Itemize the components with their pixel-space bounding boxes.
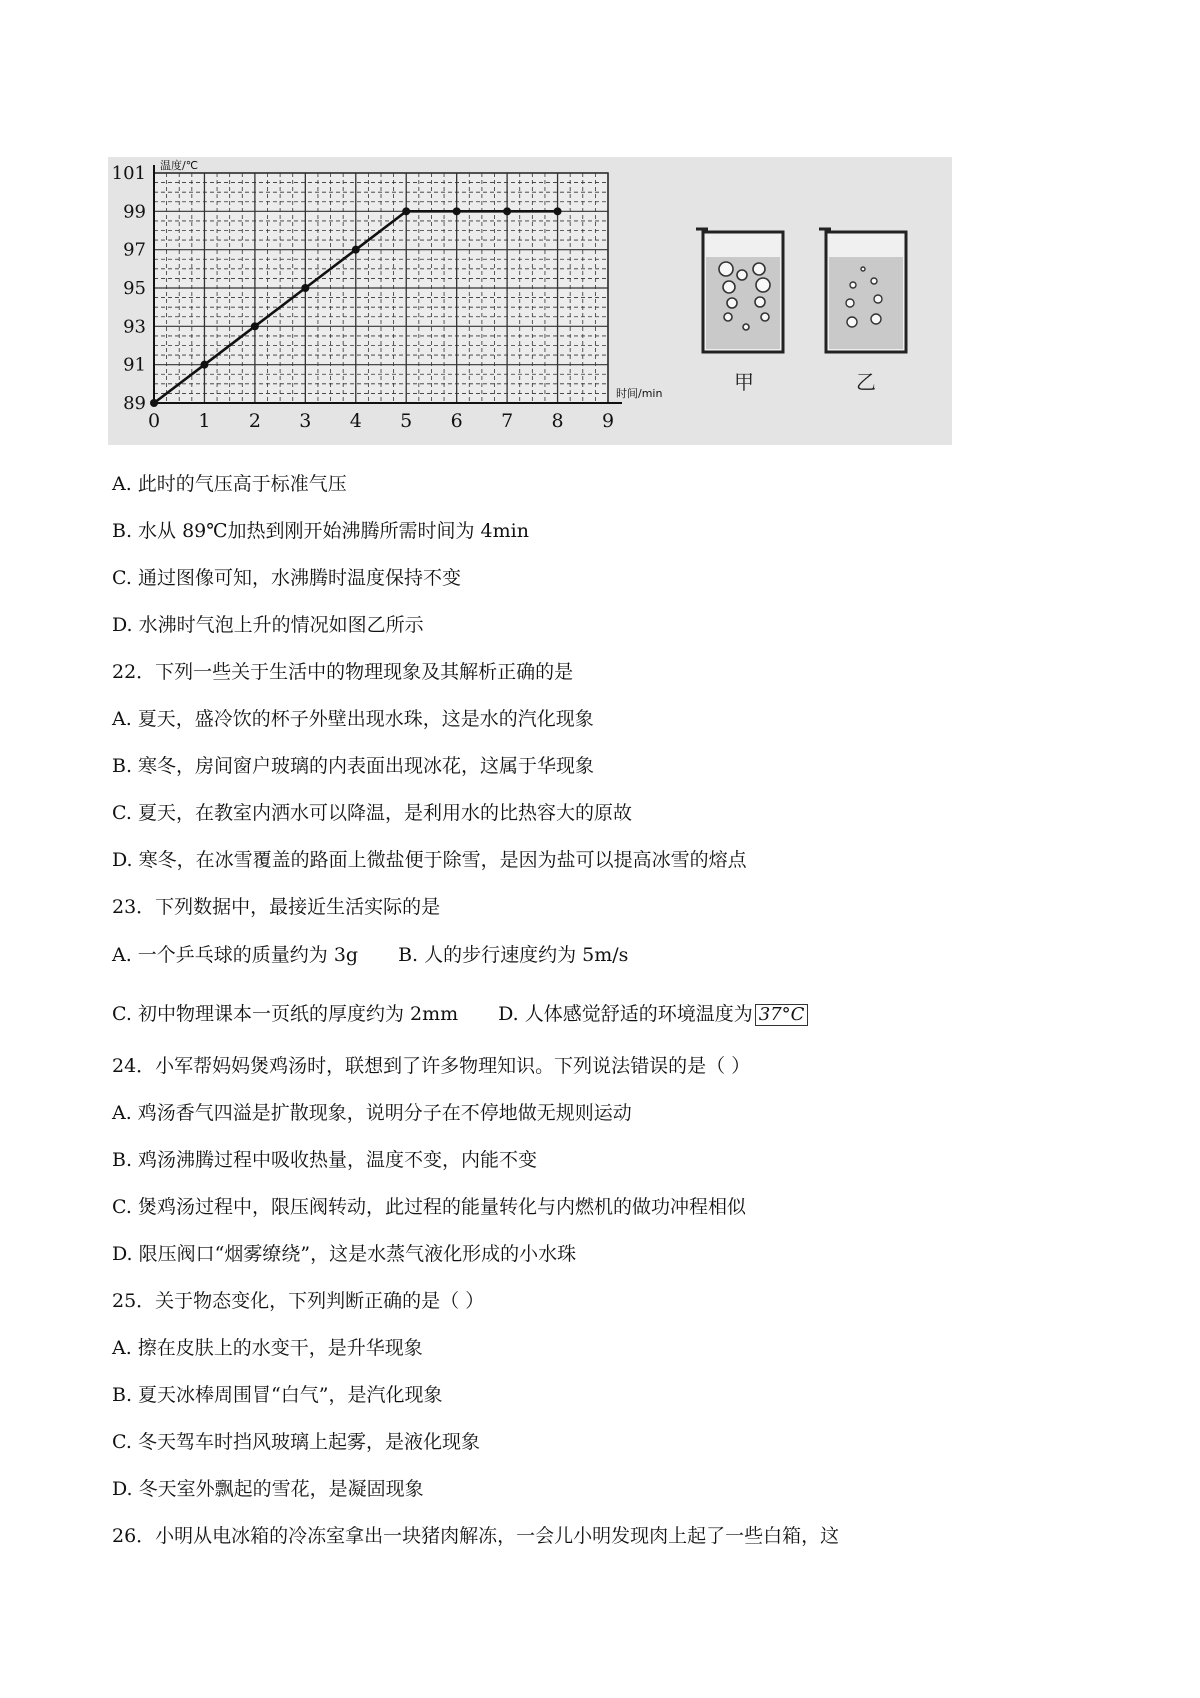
x-tick-label: 8 — [551, 410, 564, 432]
temperature-time-chart — [112, 158, 663, 432]
q22-stem: 22．下列一些关于生活中的物理现象及其解析正确的是 — [112, 661, 574, 683]
x-tick-label: 4 — [349, 410, 362, 432]
beaker-jia-label: 甲 — [734, 370, 754, 394]
q26-stem: 26．小明从电冰箱的冷冻室拿出一块猪肉解冻，一会儿小明发现肉上起了一些白箱，这 — [112, 1525, 840, 1547]
data-point — [251, 322, 259, 330]
q21-option-c: C. 通过图像可知，水沸腾时温度保持不变 — [112, 567, 461, 589]
y-tick-label: 97 — [123, 239, 146, 261]
q24-stem: 24．小军帮妈妈煲鸡汤时，联想到了许多物理知识。下列说法错误的是（ ） — [112, 1055, 751, 1077]
data-point — [402, 207, 410, 215]
q21-option-b: B. 水从 89℃加热到刚开始沸腾所需时间为 4min — [112, 520, 529, 542]
x-tick-label: 2 — [248, 410, 261, 432]
q24-option-b: B. 鸡汤沸腾过程中吸收热量，温度不变，内能不变 — [112, 1149, 538, 1171]
q21-option-a: A. 此时的气压高于标准气压 — [112, 473, 347, 495]
data-point — [301, 284, 309, 292]
q25-option-a: A. 擦在皮肤上的水变干，是升华现象 — [112, 1337, 423, 1359]
x-axis-label: 时间/min — [616, 387, 663, 400]
beaker-yi-water — [829, 257, 903, 349]
q25-option-c: C. 冬天驾车时挡风玻璃上起雾，是液化现象 — [112, 1431, 480, 1453]
q25-stem: 25．关于物态变化，下列判断正确的是（ ） — [112, 1290, 485, 1312]
y-tick-label: 95 — [123, 278, 146, 299]
q24-option-d: D. 限压阀口“烟雾缭绕”，这是水蒸气液化形成的小水珠 — [112, 1243, 577, 1265]
data-point — [503, 207, 511, 215]
y-axis-label: 温度/℃ — [160, 159, 199, 172]
q24-option-c: C. 煲鸡汤过程中，限压阀转动，此过程的能量转化与内燃机的做功冲程相似 — [112, 1196, 746, 1218]
q22-option-d: D. 寒冬，在冰雪覆盖的路面上微盐便于除雪，是因为盐可以提高冰雪的熔点 — [112, 849, 747, 871]
x-tick-label: 0 — [147, 410, 161, 432]
q24-option-a: A. 鸡汤香气四溢是扩散现象，说明分子在不停地做无规则运动 — [112, 1102, 632, 1124]
y-tick-label: 91 — [123, 354, 146, 376]
x-tick-label: 6 — [450, 410, 463, 432]
q23-options-cd — [112, 1002, 808, 1026]
q23-options-ab — [112, 943, 628, 967]
data-point — [554, 207, 562, 215]
figure-svg — [108, 157, 952, 445]
q23-option-c: C. 初中物理课本一页纸的厚度约为 2mm — [112, 1003, 459, 1025]
y-tick-label: 93 — [123, 316, 146, 338]
q21-option-d: D. 水沸时气泡上升的情况如图乙所示 — [112, 614, 424, 636]
y-tick-label: 101 — [111, 163, 146, 184]
q23-option-a: A. 一个乒乓球的质量约为 3g — [112, 944, 359, 966]
q25-option-b: B. 夏天冰棒周围冒“白气”，是汽化现象 — [112, 1384, 443, 1406]
x-tick-label: 9 — [601, 410, 615, 432]
q22-option-b: B. 寒冬，房间窗户玻璃的内表面出现冰花，这属于华现象 — [112, 755, 595, 777]
q23-stem: 23．下列数据中，最接近生活实际的是 — [112, 896, 441, 918]
beaker-yi — [819, 229, 906, 352]
x-tick-label: 7 — [501, 410, 514, 432]
figure-panel — [108, 157, 952, 445]
data-point — [150, 399, 158, 407]
beaker-yi-label: 乙 — [856, 370, 876, 394]
q25-option-d: D. 冬天室外飘起的雪花，是凝固现象 — [112, 1478, 424, 1500]
x-tick-label: 3 — [299, 410, 312, 432]
q22-option-a: A. 夏天，盛冷饮的杯子外壁出现水珠，这是水的汽化现象 — [112, 708, 594, 730]
data-point — [352, 246, 360, 254]
data-point — [200, 361, 208, 369]
data-point — [453, 207, 461, 215]
x-tick-label: 1 — [198, 410, 211, 432]
q23-option-d: D. 人体感觉舒适的环境温度为 — [498, 1003, 753, 1025]
q23-option-b: B. 人的步行速度约为 5m/s — [398, 944, 629, 966]
beaker-jia — [696, 229, 783, 352]
q23-option-d-value: 37°C — [755, 1004, 809, 1026]
q22-option-c: C. 夏天，在教室内洒水可以降温，是利用水的比热容大的原故 — [112, 802, 632, 824]
y-tick-label: 89 — [123, 393, 146, 414]
x-tick-label: 5 — [400, 410, 413, 432]
y-tick-label: 99 — [123, 201, 146, 223]
